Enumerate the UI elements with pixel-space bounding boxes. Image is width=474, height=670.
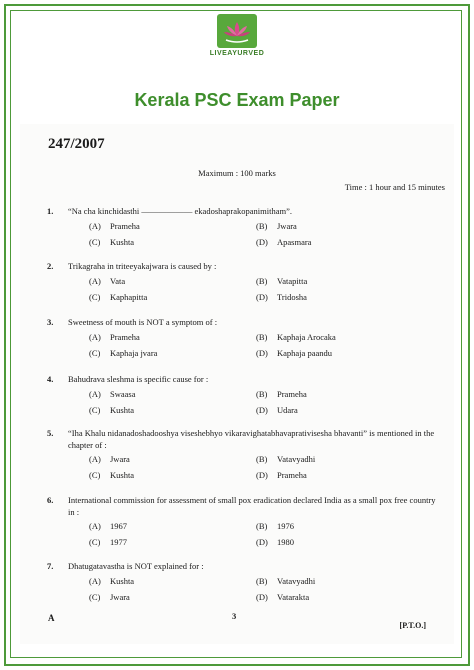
question-number: 4. xyxy=(47,374,54,384)
question-text: Trikagraha in triteeyakajwara is caused by : xyxy=(68,261,217,271)
option-text: Jwara xyxy=(110,592,130,602)
question-text: “Iha Khalu nidanadoshadooshya viseshebhyo vikaravighatabhavaprativisesha bhavanti” is mentioned in the chapter of : xyxy=(68,428,435,450)
option-letter: (D) xyxy=(256,237,268,247)
option-text: 1980 xyxy=(277,537,294,547)
option-letter: (B) xyxy=(256,389,268,399)
option-text: Kushta xyxy=(110,470,135,480)
page-title: Kerala PSC Exam Paper xyxy=(134,90,340,110)
option-text: Jwara xyxy=(277,221,297,231)
question-number: 6. xyxy=(47,495,54,505)
option-text: Kushta xyxy=(110,237,135,247)
option-letter: (C) xyxy=(89,405,101,415)
option-letter: (B) xyxy=(256,454,268,464)
option-letter: (A) xyxy=(89,221,101,231)
lotus-icon xyxy=(217,14,257,48)
question-text: International commission for assessment of small pox eradication declared India as a small pox free country in : xyxy=(68,495,436,517)
question-text: “Na cha kinchidasthi —————— ekadoshaprakopanimitham”. xyxy=(68,206,293,216)
option-letter: (D) xyxy=(256,470,268,480)
option-letter: (C) xyxy=(89,592,101,602)
option-letter: (C) xyxy=(89,348,101,358)
option-letter: (B) xyxy=(256,276,268,286)
option-text: Kaphaja Arocaka xyxy=(277,332,336,342)
option-text: Kushta xyxy=(110,576,135,586)
option-letter: (A) xyxy=(89,276,101,286)
option-text: Kushta xyxy=(110,405,135,415)
paper-code: 247/2007 xyxy=(48,136,105,152)
option-text: Vata xyxy=(110,276,126,286)
option-letter: (C) xyxy=(89,292,101,302)
question-number: 2. xyxy=(47,261,54,271)
option-text: Apasmara xyxy=(277,237,312,247)
option-text: Swaasa xyxy=(110,389,136,399)
question-number: 5. xyxy=(47,428,54,438)
option-letter: (D) xyxy=(256,592,268,602)
option-text: Prameha xyxy=(277,470,307,480)
pto-marker: [P.T.O.] xyxy=(399,621,426,630)
option-letter: (C) xyxy=(89,470,101,480)
page-number: 3 xyxy=(232,611,237,621)
option-text: Prameha xyxy=(110,221,140,231)
option-letter: (D) xyxy=(256,292,268,302)
option-letter: (A) xyxy=(89,389,101,399)
liveayurved-logo xyxy=(207,14,267,60)
time-limit: Time : 1 hour and 15 minutes xyxy=(344,182,445,192)
option-text: 1976 xyxy=(277,521,294,531)
option-letter: (D) xyxy=(256,405,268,415)
maximum-marks: Maximum : 100 marks xyxy=(198,168,276,178)
brand-name: LIVEAYURVED xyxy=(209,50,265,57)
option-letter: (B) xyxy=(256,521,268,531)
option-text: Udara xyxy=(277,405,298,415)
option-text: Tridosha xyxy=(277,292,307,302)
option-text: Kaphaja jvara xyxy=(110,348,158,358)
question-number: 1. xyxy=(47,206,54,216)
option-text: Vatapitta xyxy=(277,276,308,286)
question-number: 7. xyxy=(47,561,54,571)
option-letter: (D) xyxy=(256,537,268,547)
option-letter: (B) xyxy=(256,332,268,342)
option-letter: (A) xyxy=(89,332,101,342)
question-number: 3. xyxy=(47,317,54,327)
option-text: Kaphapitta xyxy=(110,292,148,302)
option-letter: (B) xyxy=(256,576,268,586)
question-text: Dhatugatavastha is NOT explained for : xyxy=(68,561,204,571)
option-text: Vatarakta xyxy=(277,592,310,602)
option-letter: (A) xyxy=(89,576,101,586)
option-text: Jwara xyxy=(110,454,130,464)
question-text: Bahudrava sleshma is specific cause for : xyxy=(68,374,209,384)
option-letter: (C) xyxy=(89,237,101,247)
paper-series: A xyxy=(48,613,55,623)
option-text: Kaphaja paandu xyxy=(277,348,332,358)
option-text: Prameha xyxy=(110,332,140,342)
option-text: 1967 xyxy=(110,521,127,531)
exam-paper-scan xyxy=(20,124,454,644)
option-letter: (A) xyxy=(89,454,101,464)
option-letter: (C) xyxy=(89,537,101,547)
option-text: Prameha xyxy=(277,389,307,399)
option-letter: (D) xyxy=(256,348,268,358)
option-text: Vatavyadhi xyxy=(277,454,316,464)
option-letter: (B) xyxy=(256,221,268,231)
option-text: 1977 xyxy=(110,537,127,547)
option-text: Vatavyadhi xyxy=(277,576,316,586)
question-text: Sweetness of mouth is NOT a symptom of : xyxy=(68,317,218,327)
option-letter: (A) xyxy=(89,521,101,531)
